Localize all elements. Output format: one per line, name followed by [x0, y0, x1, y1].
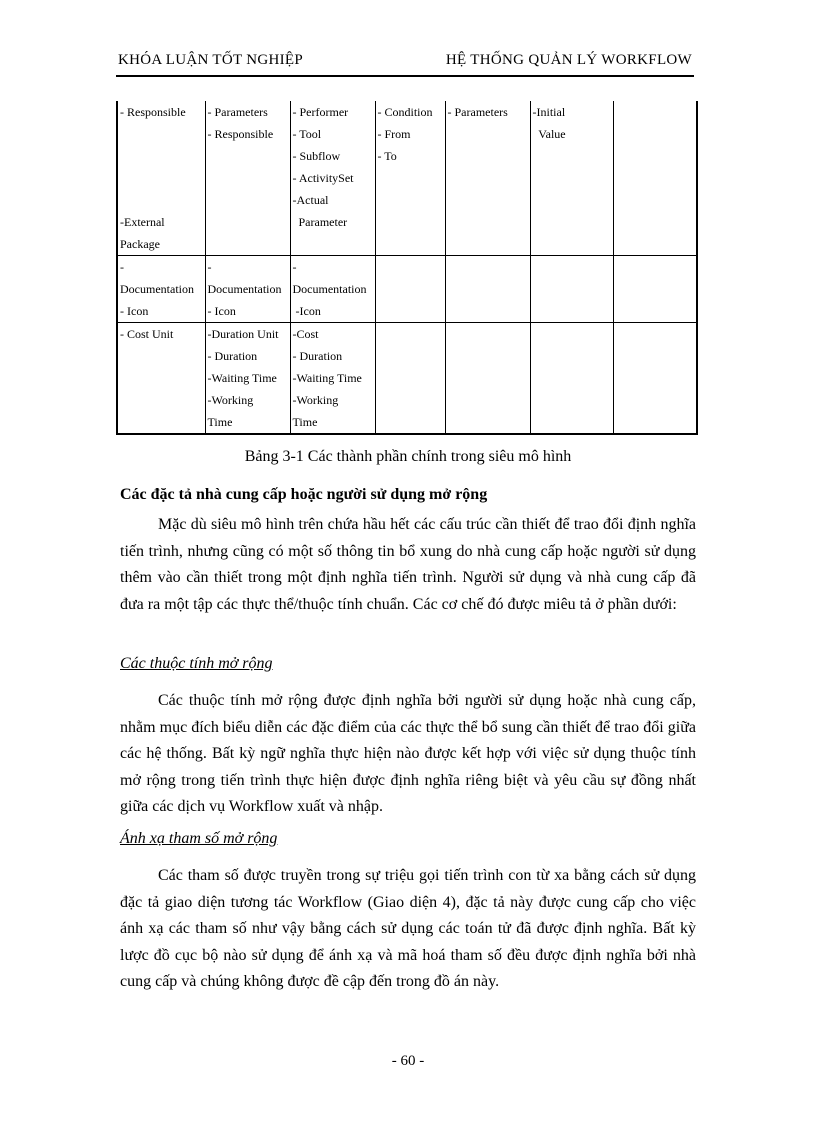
cell-line: -Initial — [532, 105, 566, 119]
cell-line: -Waiting Time — [292, 371, 362, 385]
table-cell — [530, 101, 613, 256]
cell-line: -Waiting Time — [207, 371, 277, 385]
cell-line — [120, 167, 203, 189]
table-cell — [290, 101, 375, 256]
section-heading: Các đặc tả nhà cung cấp hoặc người sử dụng mở rộng — [120, 486, 488, 503]
metamodel-table — [116, 101, 698, 435]
cell-line: - Performer — [292, 105, 349, 119]
cell-line: Documentation — [292, 282, 367, 296]
cell-line: Parameter — [292, 215, 348, 229]
page-number: - 60 - — [391, 1053, 425, 1069]
table-cell — [290, 256, 375, 323]
table-cell — [445, 256, 530, 323]
cell-line: - Responsible — [120, 105, 186, 119]
subheading-extended-attributes: Các thuộc tính mở rộng — [120, 655, 273, 672]
cell-line: - To — [377, 149, 397, 163]
cell-line: - Condition — [377, 105, 433, 119]
cell-line: Documentation — [207, 282, 282, 296]
cell-line: Package — [120, 237, 160, 251]
cell-line: -External — [120, 215, 165, 229]
cell-line: - Duration — [207, 349, 258, 363]
table-cell — [445, 101, 530, 256]
table-cell — [205, 101, 290, 256]
table-cell — [375, 256, 445, 323]
table-cell — [445, 323, 530, 435]
cell-line: - — [120, 260, 124, 274]
header-left-title: KHÓA LUẬN TỐT NGHIỆP — [118, 52, 304, 68]
table-cell — [613, 256, 697, 323]
table-cell — [613, 323, 697, 435]
cell-line: - — [292, 260, 297, 274]
table-cell — [117, 101, 205, 256]
cell-line: - Cost Unit — [120, 327, 174, 341]
table-cell — [530, 256, 613, 323]
cell-line: - Parameters — [447, 105, 508, 119]
cell-line: -Icon — [292, 304, 321, 318]
cell-line: - Responsible — [207, 127, 274, 141]
table-row — [117, 101, 697, 256]
table-cell — [117, 256, 205, 323]
cell-line: - Icon — [120, 304, 149, 318]
cell-line — [120, 123, 203, 145]
cell-line: - Duration — [292, 349, 343, 363]
table-cell — [613, 101, 697, 256]
cell-line: Documentation — [120, 282, 194, 296]
page-header — [118, 52, 692, 69]
table-cell — [205, 323, 290, 435]
cell-line: - ActivitySet — [292, 171, 354, 185]
table-row — [117, 323, 697, 435]
cell-line: -Working — [292, 393, 339, 407]
cell-line — [120, 189, 203, 211]
table-caption: Bảng 3-1 Các thành phần chính trong siêu mô hình — [244, 448, 572, 465]
table-cell — [117, 323, 205, 435]
cell-line: - From — [377, 127, 411, 141]
cell-line: -Duration Unit — [207, 327, 279, 341]
cell-line: -Actual — [292, 193, 329, 207]
cell-line — [120, 145, 203, 167]
paragraph-intro: Mặc dù siêu mô hình trên chứa hầu hết các cấu trúc cần thiết để trao đổi định nghĩa tiến trình, nhưng cũng có một số thông tin bổ xung do nhà cung cấp hoặc người sử dụng thêm vào cần thiết trong một định nghĩa tiến trình. Người sử dụng và nhà cung cấp đã đưa ra một tập các thực thể/thuộc tính chuẩn. Các cơ chế đó được miêu tả ở phần dưới: — [120, 516, 696, 613]
cell-line: -Working — [207, 393, 254, 407]
table-cell — [530, 323, 613, 435]
paragraph-parameter-mapping: Các tham số được truyền trong sự triệu gọi tiến trình con từ xa bằng cách sử dụng đặc tả giao diện tương tác Workflow (Giao diện 4), đặc tả này được cung cấp cho việc ánh xạ các tham số như vậy bằng cách sử dụng các toán tử đã được định nghĩa. Bất kỳ lược đồ cục bộ nào sử dụng để ánh xạ và mã hoá tham số đều được định nghĩa bởi nhà cung cấp và chúng không được đề cập đến trong đồ án này. — [120, 867, 696, 990]
table-row — [117, 256, 697, 323]
header-right-title: HỆ THỐNG QUẢN LÝ WORKFLOW — [445, 52, 692, 68]
cell-line: - Parameters — [207, 105, 268, 119]
paragraph-extended-attributes: Các thuộc tính mở rộng được định nghĩa bởi người sử dụng hoặc nhà cung cấp, nhằm mục đích biểu diễn các đặc điểm của các thực thể bổ sung cần thiết để trao đổi giữa các hệ thống. Bất kỳ ngữ nghĩa thực hiện nào được kết hợp với việc sử dụng thuộc tính mở rộng trong tiến trình thực hiện được định nghĩa riêng biệt và yêu cầu sự đồng nhất giữa các dịch vụ Workflow xuất và nhập. — [120, 692, 696, 815]
header-rule — [116, 75, 694, 77]
cell-line: Value — [532, 127, 566, 141]
cell-line: - Icon — [207, 304, 236, 318]
cell-line: - Tool — [292, 127, 322, 141]
cell-line: -Cost — [292, 327, 319, 341]
table-cell — [290, 323, 375, 435]
table-cell — [375, 101, 445, 256]
cell-line: Time — [292, 415, 318, 429]
cell-line: - — [207, 260, 212, 274]
subheading-parameter-mapping: Ánh xạ tham số mở rộng — [120, 830, 278, 847]
cell-line: Time — [207, 415, 233, 429]
table-cell — [375, 323, 445, 435]
table-cell — [205, 256, 290, 323]
cell-line: - Subflow — [292, 149, 341, 163]
